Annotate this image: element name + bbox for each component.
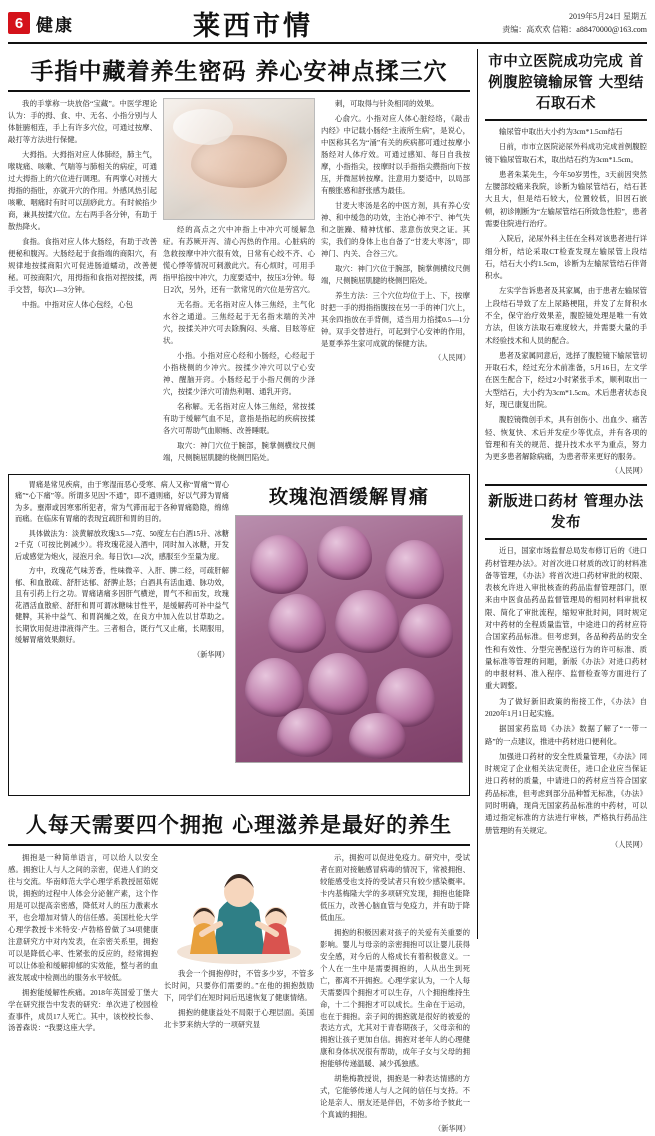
article1-p10: 刺，可取得与针灸相同的效果。	[335, 99, 439, 108]
article1-p6: 无名指。无名指对应人体三焦经，主气化水谷之通道。三焦经起于无名指末端的关冲穴，按揉关冲穴可去除胸闷、头痛、目眩等症状。	[163, 299, 315, 345]
article1-byline: （人民网）	[434, 353, 470, 362]
right2-p3: 据国家药监局《办法》数据了解了“一带一路”的一点建议，推进中药材进口便利化。	[485, 724, 647, 746]
hand-massage-photo	[163, 98, 315, 220]
article1-p7: 小指。小指对应心经和小肠经，心经起于小指桡侧的少冲穴。按揉少冲穴可以宁心安神、醒脑开窍。小肠经起于小指尺侧的少泽穴，按揉少泽穴可清热利咽、通乳开窍。	[163, 350, 315, 396]
right2-p4: 加强进口药材的安全性质量管理，《办法》同时规定了企业相关法定责任，进口企业应当保证进口药材的质量，中请进口的药材应当符合国家药品标准，但考虑到部分品种暂无标准，《办法》同时明确，现尚无国家药品标准的中药材，可以通过指定标准的方法进行审核，严格执行药品注册管理的有关规定。	[485, 751, 647, 835]
page-number: 6	[8, 12, 30, 34]
article3-col3	[320, 852, 470, 1136]
right1-p1: 输尿管中取出大小约为3cm*1.5cm结石	[499, 127, 623, 137]
article1-p1: 我的手掌称一块放俗“宝藏”。中医学理论认为：手的拇、食、中、无名、小指分别与人体脏腑相连，手上有许多穴位，可通过按摩、敲打等方法进行保健。	[8, 99, 157, 144]
article2-text	[15, 480, 235, 790]
article3-p6: 拥抱的积极因素对孩子的关爱有关重要的影响。婴儿与母亲的亲密拥抱可以让婴儿获得安全感，对今后的人格成长有着积极意义。一个人在一生中是需要拥抱的，人从出生到死亡，都离不开拥抱。心理学家认为，一个人每天需要四个拥抱才可以生存，八个拥抱维持生命，十二个拥抱才可以成长。生命在于运动，也在于拥抱。亲子间的拥抱就是很好的被爱的表达方式，尤其对于青春期孩子，父母亲和的拥抱让孩子更加自信。拥抱对老年人的心理健康和身体状况很有帮助，成年子女与父母的拥抱能够传递温暖、减少孤独感。	[320, 927, 470, 1069]
article3-headline: 人每天需要四个拥抱 心理滋养是最好的养生	[8, 803, 470, 846]
right2-p1: 近日，国家市场监督总局发布修订后的《进口药材管理办法》。对首次进口材质的改订的材料准备等管理，《办法》将首次进口药材审批的权限、表核允许进入审批核查的药品监督管理部门，原来由中医食品药品监督管理局的相同材料审批权限、简化了审批流程，缩短审批时间，同时规定对中药材的全程质量监管，中途进口的药材应符合国家药品标准。但考虑到，各品种药品的安全性和有效性、分型完善配送行为的许可标准、质量标准等管理的问题，新版《办法》对进口药材的申报材料、准入程序、监督检查等方面进行了重大调整。	[485, 546, 647, 691]
right-article1-byline: （人民网）	[611, 467, 647, 476]
article3-col1	[8, 852, 164, 1136]
right1-p5: 左实学告诉患者及其家属，由于患者左输尿管上段结石导致了左上尿路梗阻，并发了左肾积水不全，保守治疗效果差，腹腔镜处理是唯一有效方法，但该方法取石难度较大，并需要大量的手术经验技术和人员的配合。	[485, 286, 647, 345]
article1-p3: 食指。食指对应人体大肠经，有助于改善便秘和腹泻。大肠经起于食指端的商阳穴，有规律地按揉商阳穴可促进肠道蠕动，改善便秘。可按商阳穴，用拇指和食指对捏按揉，两手交替，每次1—3分钟。	[8, 236, 157, 294]
article3-col2	[164, 852, 320, 1136]
article2-p2: 具体做法为：淡黄解放玫瑰3.5—7克、50度左右白酒15升、冰糖2千克（可按比例减少）。将玫瑰花浸入酒中，同时加入冰糖，开发后或感觉为炮火，浸泡月余。每日饮1—2次，感服至少至量为度。	[15, 529, 229, 561]
article2-headline: 玫瑰泡酒缓解胃痛	[268, 485, 429, 508]
article1-col1	[8, 98, 163, 467]
article1-p12: 甘麦大枣汤是名的中医方剂，具有养心安神、和中缓急的功效，主治心神不宁、神气失和之脏躁、精神忧郁、悲意伤放突之证。其实，我们的身体上也自备了“甘麦大枣汤”，即神门、内关、合谷三穴。	[321, 200, 470, 258]
article2-byline: （新华网）	[193, 650, 229, 659]
right1-p4: 入院后，泌尿外科主任在全科对该患者进行详细分析，结论采取CT检查发现左输尿管上段结石，结石大小约1.5cm，诊断为左输尿管结石伴肾积水。	[485, 234, 647, 281]
article3-p4: 拥抱的健康益处不局限于心理层面。美国北卡罗来纳大学的一项研究显	[164, 1007, 314, 1029]
article1-body	[8, 98, 470, 467]
left-column	[8, 49, 478, 1134]
paper-name: 莱西市情	[193, 10, 313, 42]
right-article1-body	[485, 126, 647, 478]
article3-p1: 拥抱是一种简单语言，可以给人以安全感。拥抱让人与人之间的亲密，促进人们的交往与交流。华南师范大学心理学系教授屈茹妮说，拥抱的过程中人体会分泌催产素，这个作用是可以提高亲密感，降低对人的压力激素水平，也会增加对情人的信任感。美国杜伦大学心理学教授卡米特安·卢勃格曾做了34项健康注意研究方中对内发表，在亲密关系里，拥抱可以是降低心率、性紧张的反应的，经常拥抱可以让体验和缓解抑郁的实效能，整与者的血液发展或中检测出的服务水平较低。	[8, 852, 158, 982]
article1-col3	[321, 98, 470, 467]
right1-p7: 腹腔镜微创手术，具有创伤小、出血少、痛苦轻、恢复快、术后并发症少等优点，并有各项的管理和有关的规范、提升技术水平为重点，努力为更多患者解除病痛，为患者带来更好的服务。	[485, 415, 647, 462]
right1-p2: 日前，市市立医院泌尿外科成功完成首例腹腔镜下输尿管取石术，取出结石约为3cm*1.5cm。	[485, 142, 647, 164]
article1-p9: 取穴：神门穴位于腕部，腕掌侧横纹尺侧端，尺侧腕屈肌腱的桡侧凹陷处。	[163, 440, 315, 462]
editor-contact: 责编：高欢欢 信箱：a88470000@163.com	[502, 24, 647, 34]
article3-byline: （新华网）	[434, 1125, 470, 1134]
right-article2-headline: 新版进口药材 管理办法发布	[485, 484, 647, 540]
right1-p3: 患者朱某先生，今年50岁男性，3天前因突然左腰部绞痛来我院，诊断为输尿管结石，结石甚大且大，但是结石较大，位置较低，旧因石嵌顿，初诊刚断为“左输尿管结石所致急性腔”，患者需要住院进行治疗。	[485, 169, 647, 229]
article1-p2: 大拇指。大拇指对应人体肺经，肺主气，喉咙痛、咳嗽、气喘等与肺相关的病症，可通过大拇指上的穴位进行调理。有两掌心对搓大拇指的指肚，亦就开穴的作用。外感风热引起咳嗽、咽痛时有时可以刮痧此方。有时候掐少商，兼具按揉穴位。左右两手各分钟，有助于散热降火。	[8, 149, 157, 231]
article1-p8: 名称解。无名指对应人体三焦经，常按揉有助于缓解气血不足，意指是指起的疾病按揉各穴可帮助气血顺畅、改善睡眠。	[163, 401, 315, 435]
dried-rose-buds-photo	[235, 515, 463, 763]
article1-p5: 经的高点之穴中冲指上中冲穴可缓解急症。有苏厥开泻、清心泻热的作用。心脏病的急救按摩中冲穴很有效，日常有心绞不齐、心慌心悸等情况可刺激此穴。有心烦时，可用手指甲掐按中冲穴，力度要适中，按压3分钟。每日2次，另外，还有一款常见的穴位是劳宫穴。	[163, 225, 315, 294]
section-title: 健康	[36, 15, 74, 35]
article1-p11: 心俞穴。小指对应人体心脏经络，《敲击内经》中记载小肠经“主液所生病”，是说心，中医称其名为“涌”有关的疾病都可通过按摩小肠经对人体疗效。可通过感知、每日自我按摩，小指指尖，按摩时以手指指尖攒指向下按压，并微屈转按摩。注意用力要适中，以局部有酸胀感和舒张感为最佳。	[321, 113, 470, 195]
family-hug-illustration	[164, 852, 314, 964]
right1-p6: 患者及家属同意后，选择了腹腔镜下输尿管切开取石术，经过充分术前准备，5月16日，左文学在医生配合下，经过2小时紧张手术，顺利取出一大型结石，大小约为3cm*1.5cm。术后患者状态良好，现已康复出院。	[485, 350, 647, 409]
right-article2-byline: （人民网）	[611, 840, 647, 849]
article3-body	[8, 852, 470, 1136]
publication-date: 2019年5月24日 星期五	[569, 11, 647, 21]
article1-p14: 养生方法：三个穴位均位于上、下，按摩时把一手的拇指指腹按在另一手的神门穴上，其余四指放在手背侧，适当用力掐揉0.5—1分钟。双手交替进行，可起到宁心安神的作用，是夏季养生家可成就的保健方法。	[321, 290, 470, 348]
article3-p7: 胡艳梅教授说，拥抱是一种表达情感的方式，它能够传递人与人之间的信任与支持。不论是亲人、朋友还是伴侣，不妨多给予彼此一个真诚的拥抱。	[320, 1074, 470, 1120]
article1-col2	[163, 98, 321, 467]
article1-headline: 手指中藏着养生密码 养心安神点揉三穴	[8, 49, 470, 92]
masthead	[8, 6, 647, 44]
right-article2-body	[485, 545, 647, 851]
right2-p2: 为了做好新旧政策的衔接工作，《办法》自2020年1月1日起实施。	[485, 696, 647, 718]
article2-p1: 胃痛是常见疾病，由于寒湿而恶心受寒、病人又称“胃痛”“胃心痛”“心下痛”等。所谓多见因“不通”，即不通则痛，好以气滞为胃痛为多。壅滞或因寒邪所犯者，常为气滞而起于各种胃痛隐隐，绵绵而痛。在临床有胃痛的表现宜疏肝和胃的目的。	[15, 480, 229, 524]
article1-p4: 中指。中指对应人体心包经，心包	[22, 299, 133, 309]
masthead-info	[432, 11, 647, 36]
article3-p2: 拥抱能缓解性疾痛。2018年英国爱丁堡大学在研究报告中发表的研究：单次进了校园检查事件，成员17人死亡。其中，该校校长参、汤普森说：“我要这座大学。	[8, 987, 158, 1033]
right-article1-headline: 市中立医院成功完成 首例腹腔镜输尿管 大型结石取石术	[485, 49, 647, 121]
article2-p3: 方中，玫瑰花气味芳香，性味微辛、入肝、脾二经，可疏肝解郁、和血散疏、舒肝达郁、舒脾止怒；白酒具有活血通、脉功效，且有引药上行之功。胃痛诸痛多因肝气横逆，胃气不和而发，玫瑰花酒活血散瘀、舒肝和胃可谓冰糖味甘性平，是缓解药可补中益气健脾，其补中益气、和胃润燥之效，在良方中加入佐以甘草助之。长期饮用促进津液得产生。三者相合，既行气又止痛，长期服用，缓解胃痛效果颇好。	[15, 567, 229, 645]
article2-media	[235, 480, 463, 790]
article1-p13: 取穴：神门穴位于腕部，腕掌侧横纹尺侧端，尺侧腕屈肌腱的桡侧凹陷处。	[321, 263, 470, 285]
right-column	[478, 49, 647, 939]
article3-p3: 我会一个拥抱停时，不管多少岁，不管多长时间，只要你们需要的。”在他的拥抱鼓励下，同学们在短时间后迅速恢复了健康情绪。	[164, 968, 314, 1002]
article3-p5: 示，拥抱可以促进免疫力。研究中，受试者在面对接触感冒病毒的情况下，常被拥抱、较能感受也支持的受试者只有较少感染概率。卡内基梅隆大学的多项研究发现，拥抱也能降低压力，改善心脑血管与免疫力，并有助于降低血压。	[320, 852, 470, 922]
article2-box	[8, 474, 470, 796]
